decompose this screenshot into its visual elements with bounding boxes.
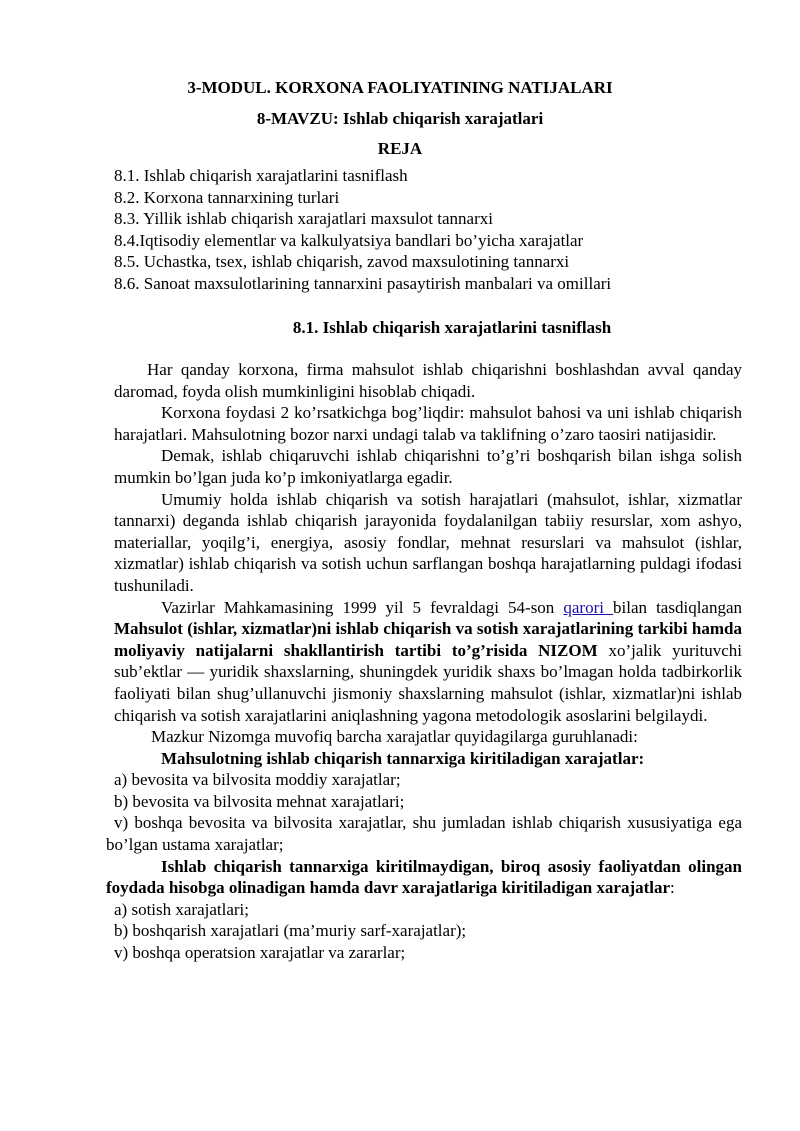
topic-title: 8-MAVZU: Ishlab chiqarish xarajatlari — [256, 109, 544, 128]
subheading-colon: : — [670, 878, 675, 898]
plan-item: 8.6. Sanoat maxsulotlarining tannarxini pasaytirish manbalari va omillari — [114, 273, 612, 293]
module-title: 3-MODUL. KORXONA FAOLIYATINING NATIJALARI — [187, 78, 613, 97]
paragraph-text: bilan tasdiqlangan — [613, 597, 743, 617]
subheading: Mahsulotning ishlab chiqarish tannarxiga kiritiladigan xarajatlar: — [161, 748, 645, 768]
paragraph — [114, 597, 742, 727]
list-item: b) bevosita va bilvosita mehnat xarajatlari; — [114, 791, 405, 811]
plan-item: 8.1. Ishlab chiqarish xarajatlarini tasniflash — [114, 166, 408, 185]
paragraph: Demak, ishlab chiqaruvchi ishlab chiqarishni to’g’ri boshqarish bilan ishga solish mumkin bo’lgan juda ko’p imkoniyatlarga egadir. — [114, 446, 742, 487]
list-item: v) boshqa operatsion xarajatlar va zararlar; — [114, 943, 406, 963]
paragraph: Korxona foydasi 2 ko’rsatkichga bog’liqdir: mahsulot bahosi va uni ishlab chiqarish harajatlari. Mahsulotning bozor narxi undagi talab va taklifning o’zaro taosiri natijasidir. — [114, 403, 742, 444]
subheading-text: Ishlab chiqarish tannarxiga kiritilmaydigan, biroq asosiy faoliyatdan olingan foydada hisobga olinadigan hamda davr xarajatlariga kiritiladigan xarajatlar — [106, 856, 742, 898]
plan-item: 8.2. Korxona tannarxining turlari — [114, 187, 340, 207]
plan-list — [114, 165, 754, 294]
paragraph: Umumiy holda ishlab chiqarish va sotish harajatlari (mahsulot, ishlar, xizmatlar tannarxi) deganda ishlab chiqarish jarayonida foydalanilgan tabiiy resurslar, xom ashyo, materiallar, yoqilg’i, energiya, asosiy fondlar, mehnat resurslari va mahsulot (ishlar, xizmatlar) ishlab chiqarish va sotish uchun sarflangan boshqa harajatlarning puldagi ifodasi tushuniladi. — [114, 489, 742, 595]
plan-item: 8.5. Uchastka, tsex, ishlab chiqarish, zavod maxsulotining tannarxi — [114, 252, 570, 271]
section-title: 8.1. Ishlab chiqarish xarajatlarini tasniflash — [292, 318, 612, 337]
plan-item: 8.3. Yillik ishlab chiqarish xarajatlari maxsulot tannarxi — [114, 209, 493, 228]
body-text — [106, 359, 743, 964]
paragraph-text: xo’jalik yurituvchi sub’ektlar — yuridik shaxslarning, shuningdek yuridik shaxs bo’lmagan holda tadbirkorlik faoliyati bilan shug’ullanuvchi jismoniy shaxslarning mahsulot (ishlar, xizmatlar)ni ishlab chiqarish va sotish xarajatlarini aniqlashning yagona metodologik asoslarini belgilaydi. — [114, 640, 742, 725]
regulation-title: Mahsulot (ishlar, xizmatlar)ni ishlab chiqarish va sotish xarajatlarining tarkibi hamda moliyaviy natijalarni shakllantirish tartibi to’g’risida NIZOM — [114, 619, 742, 660]
subheading — [106, 856, 742, 899]
decree-link[interactable]: qarori — [563, 597, 614, 617]
list-item: b) boshqarish xarajatlari (ma’muriy sarf-xarajatlar); — [114, 921, 467, 941]
list-item: v) boshqa bevosita va bilvosita xarajatlar, shu jumladan ishlab chiqarish xususiyatiga ega bo’lgan ustama xarajatlar; — [106, 813, 742, 855]
list-item: a) bevosita va bilvosita moddiy xarajatlar; — [114, 770, 401, 790]
paragraph: Har qanday korxona, firma mahsulot ishlab chiqarishni boshlashdan avval qanday daromad, foyda olish mumkinligini hisoblab chiqadi. — [114, 360, 742, 401]
list-item: a) sotish xarajatlari; — [114, 899, 250, 919]
paragraph-text: Vazirlar Mahkamasining 1999 yil 5 fevraldagi 54-son — [161, 597, 564, 617]
plan-item: 8.4.Iqtisodiy elementlar va kalkulyatsiya bandlari bo’yicha xarajatlar — [114, 230, 584, 250]
plan-heading: REJA — [377, 139, 423, 158]
paragraph: Mazkur Nizomga muvofiq barcha xarajatlar quyidagilarga guruhlanadi: — [151, 727, 638, 747]
